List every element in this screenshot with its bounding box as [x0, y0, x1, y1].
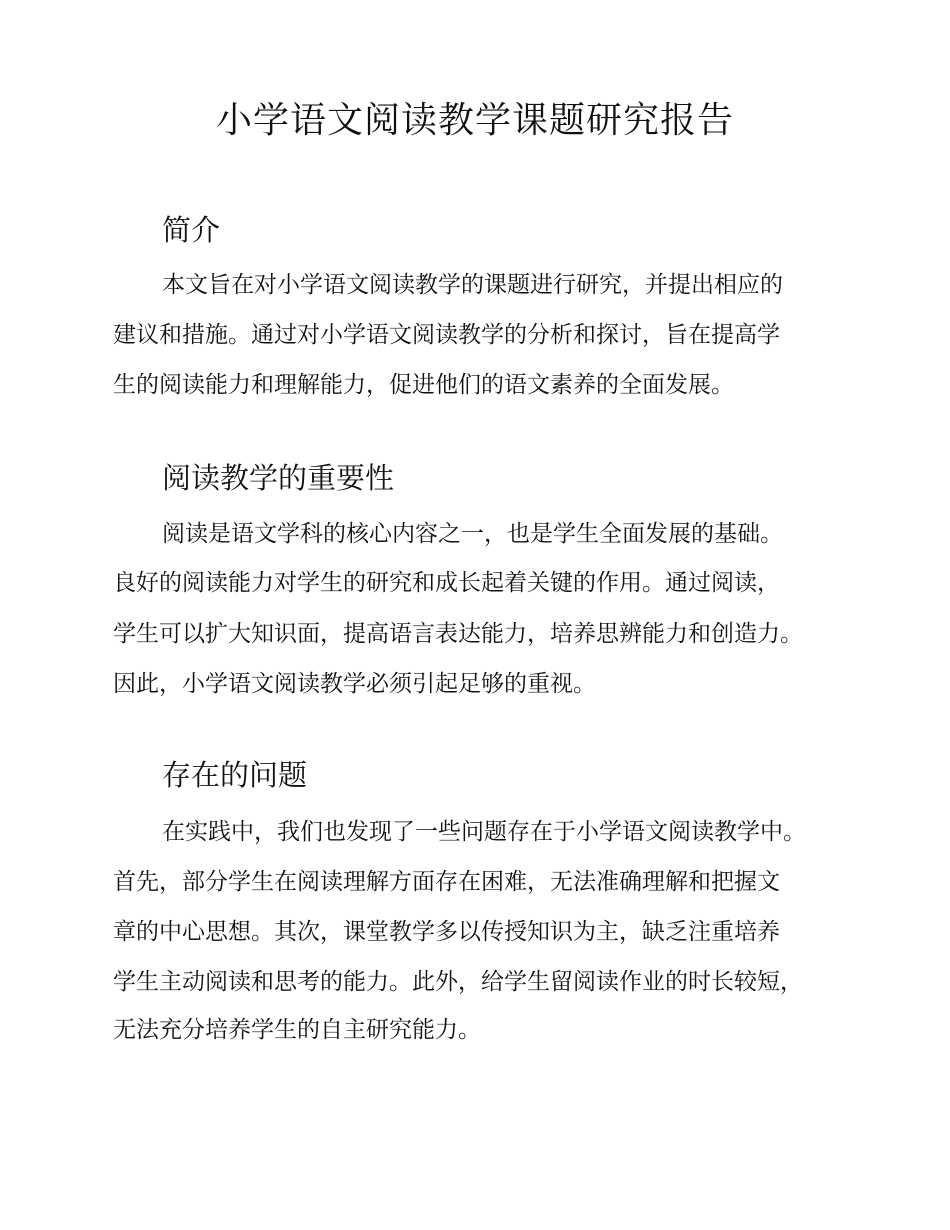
section-heading-problems: 存在的问题 — [162, 758, 308, 792]
paragraph-line: 学生可以扩大知识面，提高语言表达能力，培养思辨能力和创造力。 — [113, 621, 803, 647]
section-heading-intro: 简介 — [162, 213, 221, 247]
paragraph-line: 建议和措施。通过对小学语文阅读教学的分析和探讨，旨在提高学 — [113, 322, 780, 348]
paragraph-line: 因此，小学语文阅读教学必须引起足够的重视。 — [113, 671, 596, 697]
section-heading-importance: 阅读教学的重要性 — [162, 461, 395, 495]
paragraph-line: 本文旨在对小学语文阅读教学的课题进行研究，并提出相应的 — [162, 272, 783, 298]
paragraph-line: 在实践中，我们也发现了一些问题存在于小学语文阅读教学中。 — [162, 819, 806, 845]
paragraph-line: 章的中心思想。其次，课堂教学多以传授知识为主，缺乏注重培养 — [113, 919, 780, 945]
paragraph-line: 学生主动阅读和思考的能力。此外，给学生留阅读作业的时长较短， — [113, 969, 803, 995]
document-title: 小学语文阅读教学课题研究报告 — [215, 100, 734, 141]
paragraph-line: 良好的阅读能力对学生的研究和成长起着关键的作用。通过阅读， — [113, 570, 780, 596]
paragraph-line: 无法充分培养学生的自主研究能力。 — [113, 1017, 481, 1043]
paragraph-line: 阅读是语文学科的核心内容之一，也是学生全面发展的基础。 — [162, 521, 783, 547]
paragraph-line: 生的阅读能力和理解能力，促进他们的语文素养的全面发展。 — [113, 372, 734, 398]
paragraph-line: 首先，部分学生在阅读理解方面存在困难，无法准确理解和把握文 — [113, 869, 780, 895]
